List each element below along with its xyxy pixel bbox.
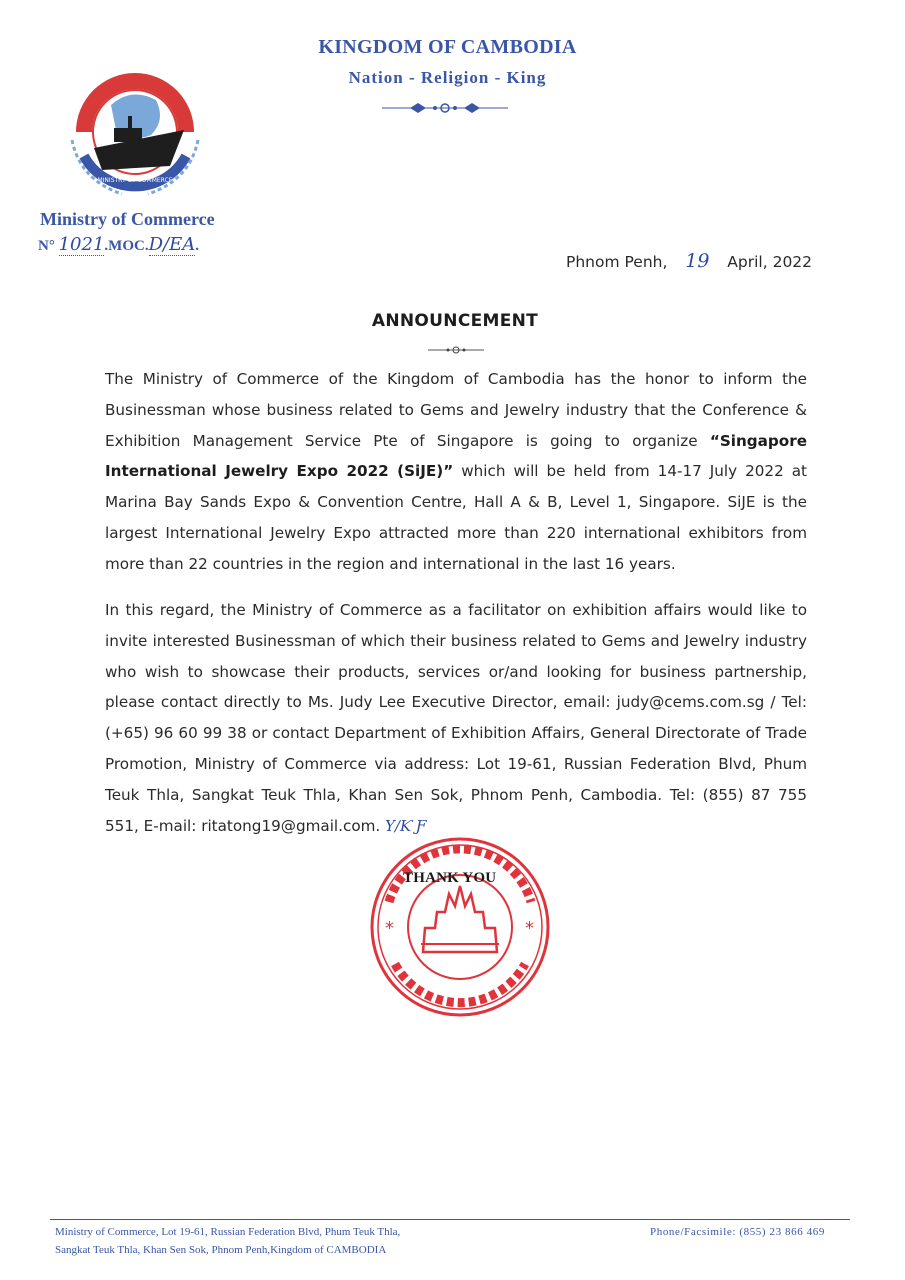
svg-text:*: * (385, 918, 394, 939)
official-seal (365, 832, 555, 1022)
dateline (566, 250, 812, 272)
p2-text: In this regard, the Ministry of Commerce as a facilitator on exhibition affairs would like to invite interested Businessman of which their business related to Gems and Jewelry industry who wish to showcase their products, services or/and looking for business partnership, please contact directly to Ms. Judy Lee Executive Director, email: judy@cems.com.sg / Tel: (+65) 96 60 99 38 or contact Department of Exhibition Affairs, General Directorate of Trade Promotion, Ministry of Commerce via address: Lot 19-61, Russian Federation Blvd, Phum Teuk Thla, Sangkat Teuk Thla, Khan Sen Sok, Phnom Penh, Cambodia. Tel: (855) 87 755 551, E-mail: ritatong19@gmail.com. (105, 601, 807, 835)
document-title: ANNOUNCEMENT (371, 311, 539, 331)
footer-divider (50, 1219, 850, 1220)
ministry-logo (66, 70, 206, 200)
header-ornament (380, 100, 510, 116)
initials-signature: Υ∕Ƙ Ƒ (380, 816, 427, 835)
ref-mid: .MOC. (104, 238, 149, 254)
p1-text-end: which will be held from 14-17 July 2022 at Marina Bay Sands Expo & Convention Centre, Hall A & B, Level 1, Singapore. SiJE is the largest International Jewelry Expo attracted more than 220 international exhibitors from more than 22 countries in the region and international in the last 16 years. (105, 462, 807, 573)
footer-address-line-2: Sangkat Teuk Thla, Khan Sen Sok, Phnom Penh,Kingdom of CAMBODIA (55, 1244, 387, 1256)
closing-thank-you: THANK YOU (403, 870, 497, 886)
kingdom-title: KINGDOM OF CAMBODIA (318, 36, 577, 58)
p1-text-start: The Ministry of Commerce of the Kingdom of Cambodia has the honor to inform the Businessman whose business related to Gems and Jewelry industry that the Conference & Exhibition Management Service Pte of Singapore is going to organize (105, 370, 807, 450)
date-month-year: April, 2022 (727, 253, 813, 271)
ref-end: . (195, 238, 199, 254)
reference-number (38, 234, 199, 255)
footer-address-line-1: Ministry of Commerce, Lot 19-61, Russian Federation Blvd, Phum Teuk Thla, (55, 1226, 401, 1238)
body-paragraph-1 (105, 364, 807, 580)
date-day-handwritten: 19 (685, 250, 710, 272)
body-paragraph-2 (105, 595, 807, 841)
svg-text:*: * (525, 918, 534, 939)
ministry-name: Ministry of Commerce (40, 209, 215, 229)
ref-number-handwritten: 1021 (58, 234, 105, 255)
title-ornament (428, 345, 484, 355)
national-motto: Nation - Religion - King (348, 68, 547, 87)
footer-phone: Phone/Facsimile: (855) 23 866 469 (650, 1226, 826, 1238)
ref-suffix-handwritten: D/EA (148, 234, 196, 255)
event-name: “Singapore International Jewelry Expo 2022 (SiJE)” (105, 431, 807, 481)
date-city: Phnom Penh, (566, 253, 668, 271)
ref-prefix: N° (38, 238, 55, 254)
logo-caption: MINISTRY OF COMMERCE (97, 177, 173, 184)
